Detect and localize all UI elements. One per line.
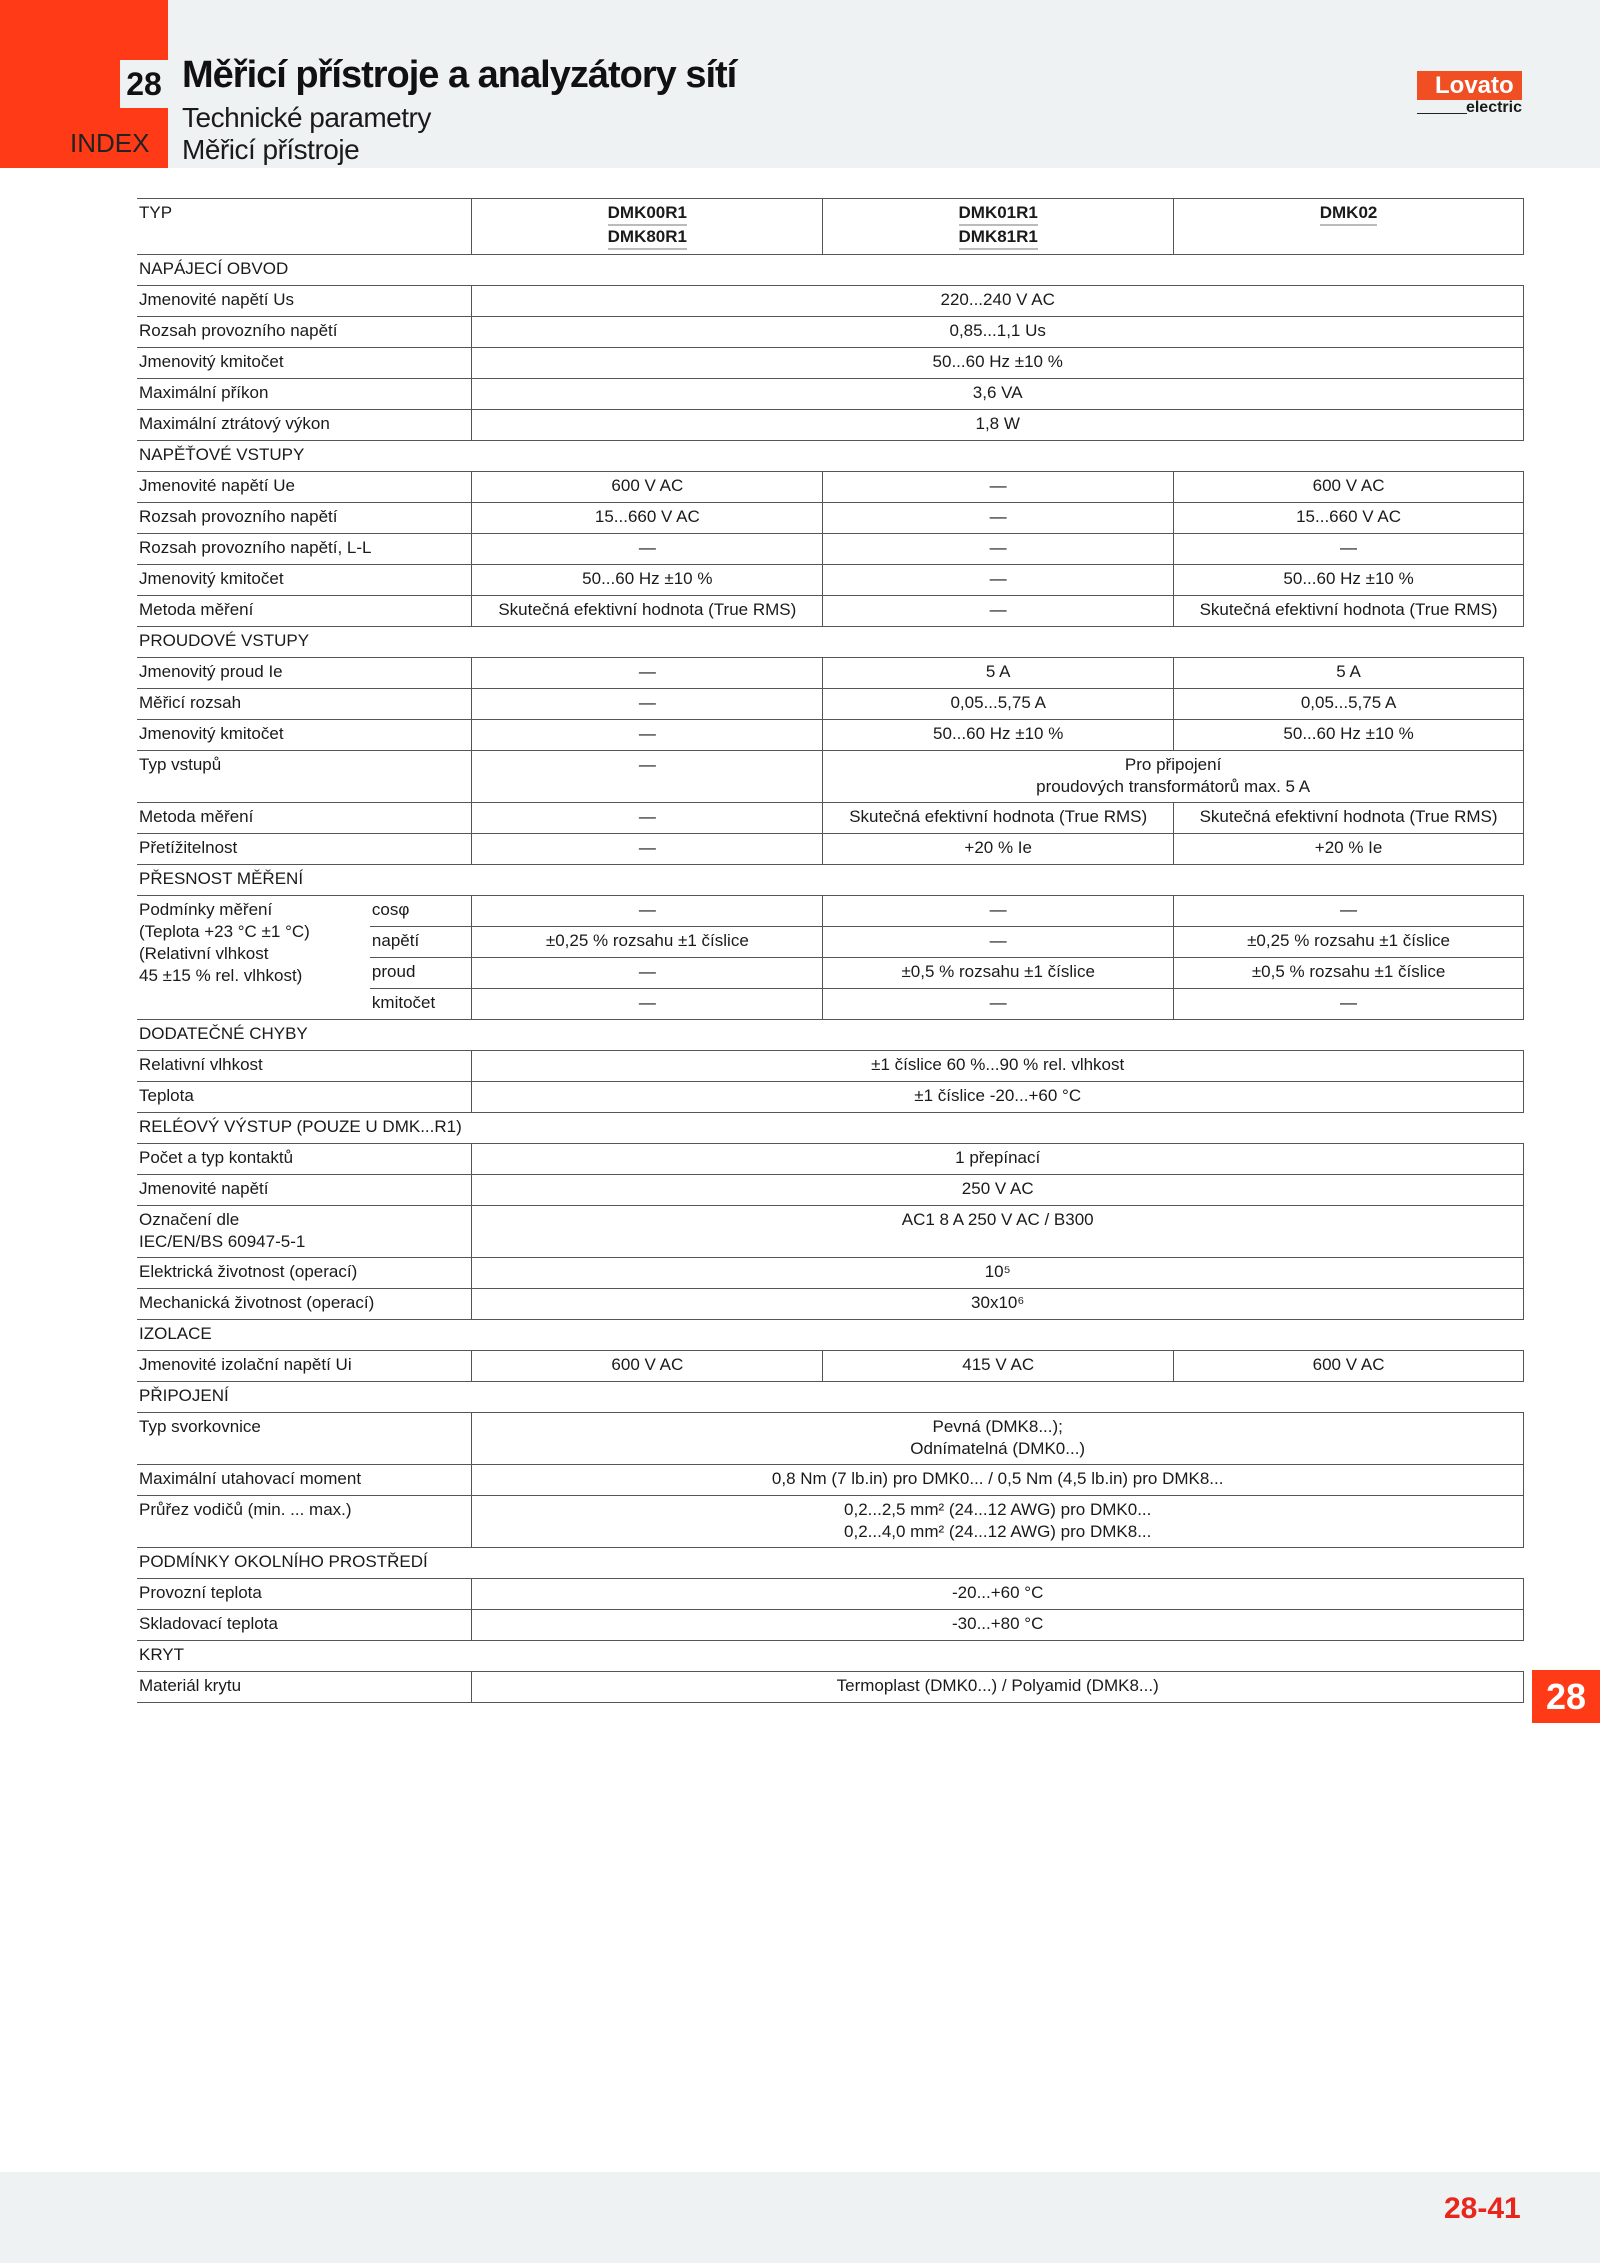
table-row — [137, 658, 1524, 689]
value-cell: ±0,5 % rozsahu ±1 číslice — [1174, 958, 1524, 989]
sub-label: napětí — [370, 927, 472, 958]
table-row — [137, 1579, 1524, 1610]
section-heading: DODATEČNÉ CHYBY — [139, 1024, 308, 1043]
row-label: Maximální příkon — [137, 379, 472, 410]
row-label: Provozní teplota — [137, 1579, 472, 1610]
table-row — [137, 803, 1524, 834]
value-cell: 5 A — [823, 658, 1174, 689]
value-cell: Skutečná efektivní hodnota (True RMS) — [1174, 803, 1524, 834]
row-label: Mechanická životnost (operací) — [137, 1289, 472, 1320]
table-row — [137, 896, 1524, 927]
value-cell: 600 V AC — [1174, 472, 1524, 503]
section-heading: RELÉOVÝ VÝSTUP (POUZE U DMK...R1) — [139, 1117, 462, 1136]
section-heading: NAPÁJECÍ OBVOD — [139, 259, 289, 278]
value-cell: AC1 8 A 250 V AC / B300 — [472, 1206, 1524, 1258]
type-row — [137, 199, 1524, 255]
table-row — [137, 1496, 1524, 1548]
section-heading: NAPĚŤOVÉ VSTUPY — [139, 445, 305, 464]
table-row — [137, 534, 1524, 565]
logo-mark: Lovato — [1417, 71, 1522, 100]
table-row — [137, 1413, 1524, 1465]
section-row — [137, 1382, 1524, 1413]
value-cell: — — [472, 534, 823, 565]
row-label: Jmenovitý kmitočet — [137, 720, 472, 751]
value-cell: 1 přepínací — [472, 1144, 1524, 1175]
row-label: Jmenovité napětí — [137, 1175, 472, 1206]
value-cell: — — [823, 896, 1174, 927]
value-cell: 0,05...5,75 A — [823, 689, 1174, 720]
table-row — [137, 1051, 1524, 1082]
row-label: Metoda měření — [137, 803, 472, 834]
value-cell: — — [1174, 896, 1524, 927]
row-label: Typ svorkovnice — [137, 1413, 472, 1465]
value-cell: 50...60 Hz ±10 % — [823, 720, 1174, 751]
value-cell: ±0,25 % rozsahu ±1 číslice — [1174, 927, 1524, 958]
spec-table — [137, 198, 1524, 1703]
row-label: Rozsah provozního napětí, L-L — [137, 534, 472, 565]
sub-label: proud — [370, 958, 472, 989]
value-cell: 50...60 Hz ±10 % — [472, 348, 1524, 379]
page-title: Měřicí přístroje a analyzátory sítí — [182, 54, 737, 96]
table-row — [137, 1258, 1524, 1289]
section-row — [137, 1320, 1524, 1351]
value-cell: — — [823, 503, 1174, 534]
value-cell: 15...660 V AC — [1174, 503, 1524, 534]
value-cell: 5 A — [1174, 658, 1524, 689]
value-cell: 1,8 W — [472, 410, 1524, 441]
value-cell: 50...60 Hz ±10 % — [472, 565, 823, 596]
value-cell: — — [823, 472, 1174, 503]
value-cell: 15...660 V AC — [472, 503, 823, 534]
model-name: DMK02 — [1320, 202, 1378, 226]
table-row — [137, 410, 1524, 441]
footer-band — [0, 2172, 1600, 2263]
row-label: Označení dle IEC/EN/BS 60947-5-1 — [137, 1206, 472, 1258]
row-label: Měřicí rozsah — [137, 689, 472, 720]
logo-subtext: electric — [1417, 99, 1522, 117]
index-link[interactable]: INDEX — [70, 128, 150, 158]
sub-label: cosφ — [370, 896, 472, 927]
table-row — [137, 1082, 1524, 1113]
table-row — [137, 1206, 1524, 1258]
section-heading: PŘIPOJENÍ — [139, 1386, 229, 1405]
value-cell: — — [1174, 989, 1524, 1020]
model-column-header — [823, 199, 1174, 255]
model-column-header — [1174, 199, 1524, 255]
section-row — [137, 1113, 1524, 1144]
value-cell: — — [472, 720, 823, 751]
value-cell: — — [472, 958, 823, 989]
section-row — [137, 255, 1524, 286]
value-cell: -20...+60 °C — [472, 1579, 1524, 1610]
table-row — [137, 348, 1524, 379]
value-cell: — — [823, 927, 1174, 958]
sub-label: kmitočet — [370, 989, 472, 1020]
value-cell: Pro připojení proudových transformátorů max. 5 A — [823, 751, 1524, 803]
row-label: Přetížitelnost — [137, 834, 472, 865]
section-row — [137, 1548, 1524, 1579]
value-cell: ±1 číslice -20...+60 °C — [472, 1082, 1524, 1113]
value-cell: 600 V AC — [472, 472, 823, 503]
section-heading: IZOLACE — [139, 1324, 212, 1343]
row-label: Metoda měření — [137, 596, 472, 627]
section-heading: PŘESNOST MĚŘENÍ — [139, 869, 304, 888]
table-row — [137, 834, 1524, 865]
value-cell: 0,85...1,1 Us — [472, 317, 1524, 348]
section-row — [137, 627, 1524, 658]
row-label: Průřez vodičů (min. ... max.) — [137, 1496, 472, 1548]
value-cell: 0,2...2,5 mm² (24...12 AWG) pro DMK0... 0,2...4,0 mm² (24...12 AWG) pro DMK8... — [472, 1496, 1524, 1548]
value-cell: Pevná (DMK8...); Odnímatelná (DMK0...) — [472, 1413, 1524, 1465]
value-cell: — — [1174, 534, 1524, 565]
value-cell: — — [472, 658, 823, 689]
model-column-header — [472, 199, 823, 255]
group-label: Podmínky měření (Teplota +23 °C ±1 °C) (Relativní vlhkost 45 ±15 % rel. vlhkost) — [137, 896, 370, 1020]
section-row — [137, 441, 1524, 472]
value-cell: — — [472, 834, 823, 865]
section-row — [137, 1020, 1524, 1051]
table-row — [137, 596, 1524, 627]
value-cell: +20 % Ie — [823, 834, 1174, 865]
row-label: Teplota — [137, 1082, 472, 1113]
row-label: Počet a typ kontaktů — [137, 1144, 472, 1175]
row-label: Elektrická životnost (operací) — [137, 1258, 472, 1289]
row-label: Typ vstupů — [137, 751, 472, 803]
model-name: DMK00R1 — [608, 202, 687, 226]
row-label: Jmenovité napětí Ue — [137, 472, 472, 503]
model-name: DMK80R1 — [608, 226, 687, 250]
value-cell: Skutečná efektivní hodnota (True RMS) — [472, 596, 823, 627]
value-cell: -30...+80 °C — [472, 1610, 1524, 1641]
table-row — [137, 1672, 1524, 1703]
value-cell: — — [823, 534, 1174, 565]
lovato-logo — [1417, 71, 1522, 117]
value-cell: +20 % Ie — [1174, 834, 1524, 865]
table-row — [137, 1289, 1524, 1320]
value-cell: 0,8 Nm (7 lb.in) pro DMK0... / 0,5 Nm (4,5 lb.in) pro DMK8... — [472, 1465, 1524, 1496]
table-row — [137, 286, 1524, 317]
table-row — [137, 1610, 1524, 1641]
row-label: Jmenovité izolační napětí Ui — [137, 1351, 472, 1382]
value-cell: ±0,5 % rozsahu ±1 číslice — [823, 958, 1174, 989]
table-row — [137, 1465, 1524, 1496]
row-label: Rozsah provozního napětí — [137, 317, 472, 348]
value-cell: — — [472, 689, 823, 720]
section-heading: PROUDOVÉ VSTUPY — [139, 631, 310, 650]
section-heading: KRYT — [139, 1645, 185, 1664]
value-cell: 0,05...5,75 A — [1174, 689, 1524, 720]
row-label: Maximální utahovací moment — [137, 1465, 472, 1496]
value-cell: 50...60 Hz ±10 % — [1174, 720, 1524, 751]
value-cell: 415 V AC — [823, 1351, 1174, 1382]
value-cell: 250 V AC — [472, 1175, 1524, 1206]
value-cell: 50...60 Hz ±10 % — [1174, 565, 1524, 596]
row-label: Materiál krytu — [137, 1672, 472, 1703]
section-row — [137, 865, 1524, 896]
chapter-number: 28 — [120, 60, 168, 108]
page-subtitle-2: Měřicí přístroje — [182, 134, 360, 165]
row-label: Jmenovitý kmitočet — [137, 348, 472, 379]
value-cell: 30x10⁶ — [472, 1289, 1524, 1320]
row-label: Jmenovitý kmitočet — [137, 565, 472, 596]
type-label: TYP — [137, 199, 472, 255]
table-row — [137, 1144, 1524, 1175]
value-cell: — — [472, 803, 823, 834]
value-cell: — — [472, 896, 823, 927]
value-cell: Skutečná efektivní hodnota (True RMS) — [823, 803, 1174, 834]
section-row — [137, 1641, 1524, 1672]
value-cell: 3,6 VA — [472, 379, 1524, 410]
table-row — [137, 1175, 1524, 1206]
value-cell: 10⁵ — [472, 1258, 1524, 1289]
row-label: Rozsah provozního napětí — [137, 503, 472, 534]
row-label: Relativní vlhkost — [137, 1051, 472, 1082]
value-cell: — — [472, 989, 823, 1020]
value-cell: 220...240 V AC — [472, 286, 1524, 317]
value-cell: ±1 číslice 60 %...90 % rel. vlhkost — [472, 1051, 1524, 1082]
table-row — [137, 472, 1524, 503]
value-cell: ±0,25 % rozsahu ±1 číslice — [472, 927, 823, 958]
page-subtitle: Technické parametry — [182, 102, 431, 133]
row-label: Jmenovité napětí Us — [137, 286, 472, 317]
value-cell: — — [823, 596, 1174, 627]
row-label: Jmenovitý proud Ie — [137, 658, 472, 689]
row-label: Skladovací teplota — [137, 1610, 472, 1641]
row-label: Maximální ztrátový výkon — [137, 410, 472, 441]
value-cell: Skutečná efektivní hodnota (True RMS) — [1174, 596, 1524, 627]
model-name: DMK81R1 — [959, 226, 1038, 250]
table-row — [137, 317, 1524, 348]
page-number: 28-41 — [1444, 2192, 1521, 2225]
table-row — [137, 379, 1524, 410]
value-cell: Termoplast (DMK0...) / Polyamid (DMK8...) — [472, 1672, 1524, 1703]
value-cell: — — [823, 989, 1174, 1020]
table-row — [137, 565, 1524, 596]
table-row — [137, 1351, 1524, 1382]
value-cell: 600 V AC — [1174, 1351, 1524, 1382]
table-row — [137, 689, 1524, 720]
table-row — [137, 503, 1524, 534]
value-cell: 600 V AC — [472, 1351, 823, 1382]
table-row — [137, 720, 1524, 751]
model-name: DMK01R1 — [959, 202, 1038, 226]
section-heading: PODMÍNKY OKOLNÍHO PROSTŘEDÍ — [139, 1552, 428, 1571]
chapter-side-tab[interactable]: 28 — [1532, 1670, 1600, 1723]
table-row — [137, 751, 1524, 803]
value-cell: — — [823, 565, 1174, 596]
value-cell: — — [472, 751, 823, 803]
